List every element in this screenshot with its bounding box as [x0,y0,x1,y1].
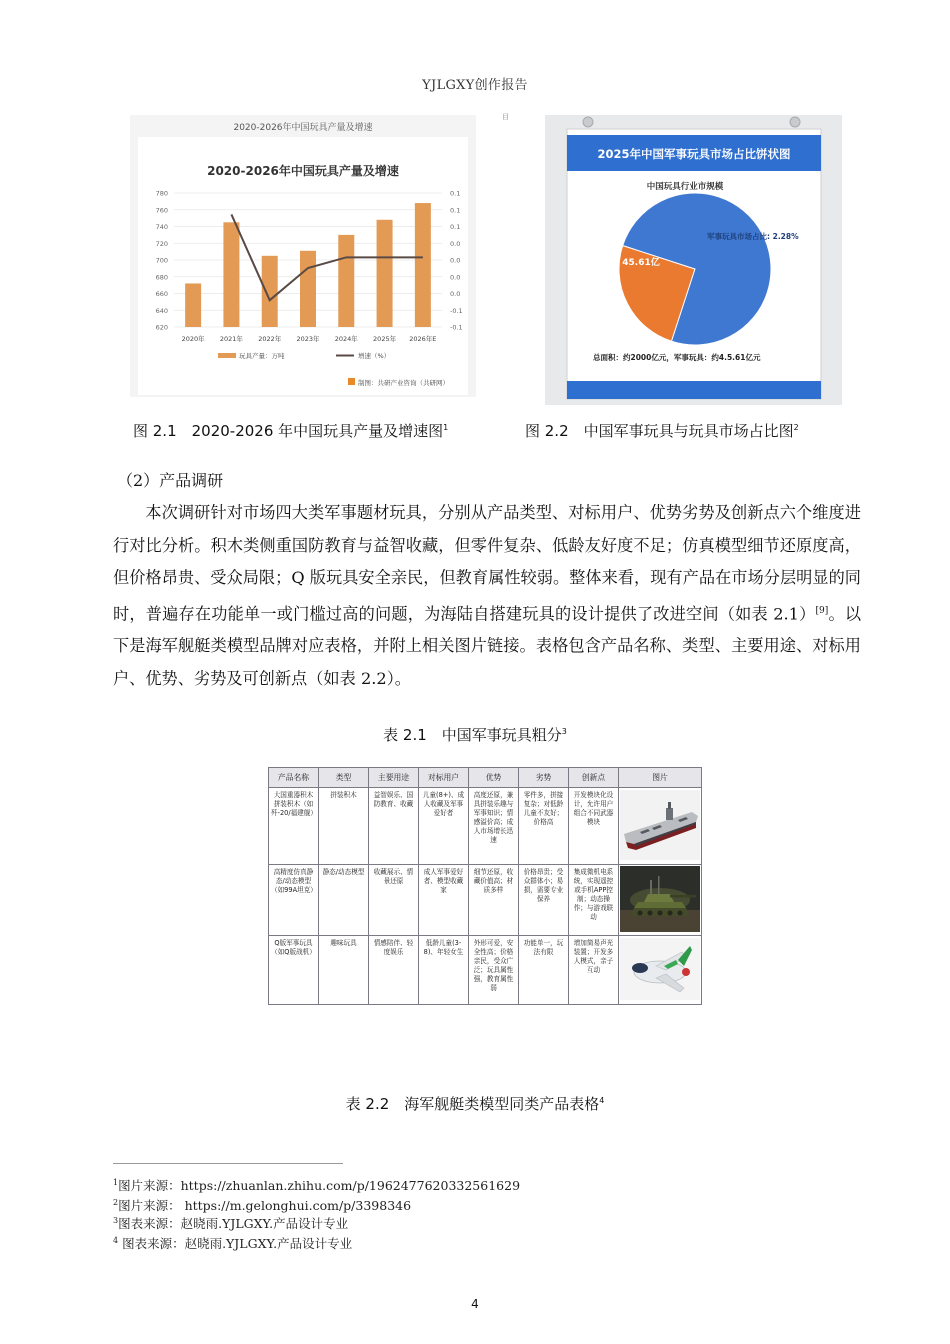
table-header-cell: 劣势 [519,768,569,788]
table-header-cell: 创新点 [569,768,619,788]
y-tick-label: 640 [155,306,168,315]
chart-title: 2020-2026年中国玩具产量及增速 [207,164,399,178]
table-row [269,936,702,1005]
table-cell: 益智娱乐、国防教育、收藏 [369,788,419,865]
pin-icon [790,117,800,127]
bar [415,203,431,327]
y-tick-label: 680 [155,273,168,282]
bar [223,222,239,327]
x-tick-label: 2020年 [181,335,205,343]
figure-market-pie [545,115,842,405]
table-cell: 拼装积木 [319,788,369,865]
y-tick-label: 700 [155,256,168,265]
table-header-cell: 产品名称 [269,768,319,788]
bar [300,251,316,327]
table-row [269,865,702,936]
pie-subtitle: 中国玩具行业市规模 [646,182,724,192]
table-cell: 收藏展示、情景还原 [369,865,419,936]
x-tick-label: 2025年 [373,335,397,343]
y2-tick-label: 0.0 [450,273,461,282]
y-tick-label: 620 [155,323,168,332]
y2-tick-label: 0.0 [450,290,461,298]
q-jet-image [619,936,702,1005]
table-cell: 细节还原，收藏价值高；材质多样 [469,865,519,936]
table-cell: 开发模块化设计，允许用户组合不同武器模块 [569,788,619,865]
source-note: 制图：共研产业咨询（共研网） [358,379,449,387]
figure-production-chart [130,115,476,397]
chart-top-title: 2020-2026年中国玩具产量及增速 [233,123,373,133]
table-header-cell: 类型 [319,768,369,788]
y-tick-label: 760 [155,206,168,215]
table-caption-2-2: 表 2.2 海军舰艇类模型同类产品表格$^4$ [345,1095,605,1113]
table-cell: 情感陪伴、轻度娱乐 [369,936,419,1005]
pie-annotation: 军事玩具市场占比: 2.28% [707,232,799,241]
section-heading: （2）产品调研 [117,471,224,490]
body-paragraph: 本次调研针对市场四大类军事题材玩具，分别从产品类型、对标用户、优势劣势及创新点六个维度进行对比分析。积木类侧重国防教育与益智收藏，但零件复杂、低龄友好度不足；仿真模型细节还原度高，但价格昂贵、受众局限；Q 版玩具安全亲民，但教育属性较弱。整体来看，现有产品在市场分层明显的同时，普遍存在功能单一或门槛过高的问题，为海陆自搭建玩具的设计提供了改进空间（如表 2.1）[9]。以下是海军舰艇类模型品牌对应表格，并附上相关图片链接。表格包含产品名称、类型、主要用途、对标用户、优势、劣势及可创新点（如表 2.2）。 [113,503,862,688]
x-tick-label: 2021年 [219,335,243,343]
table-header-cell: 主要用途 [369,768,419,788]
figure-caption-2-1: 图 2.1 2020-2026 年中国玩具产量及增速图$^1$ [133,422,449,440]
table-cell: 低龄儿童(3-8)、年轻女生 [419,936,469,1005]
x-tick-label: 2022年 [258,335,282,343]
table-row [269,788,702,865]
table-cell: 儿童(8+)、成人收藏及军事爱好者 [419,788,469,865]
footnote-divider [113,1163,343,1164]
table-cell: 高度还原，兼具拼装乐趣与军事知识；情感溢价高；成人市场增长迅速 [469,788,519,865]
table-cell: 高精度仿真静态/动态模型（如99A坦克） [269,865,319,936]
bar [338,235,354,327]
production-growth-chart [130,115,476,397]
footnote: $^3$图表来源：赵晓雨.YJLGXY.产品设计专业 [113,1215,349,1231]
bar [262,256,278,327]
pie-footer: 总面积：约2000亿元，军事玩具：约4.5.61亿元 [593,353,761,362]
source-logo-icon [348,378,355,385]
pie-title: 2025年中国军事玩具市场占比饼状图 [597,147,791,161]
table-cell: Q版军事玩具（如Q版战机） [269,936,319,1005]
aircraft-carrier-image [619,788,702,865]
x-tick-label: 2026年E [409,335,437,343]
page-number: 4 [471,1297,479,1311]
table-header-cell: 图片 [619,768,702,788]
y-tick-label: 720 [155,239,168,248]
slice-label: 45.61亿 [622,258,660,268]
y-tick-label: 740 [155,223,168,231]
legend-swatch-bar [218,353,236,358]
table-cell: 集成微机电系统，实现遥控或手机APP控制；动态操作；与游戏联动 [569,865,619,936]
y2-tick-label: 0.0 [450,239,461,248]
military-toy-table [268,767,701,1009]
y2-tick-label: -0.1 [450,323,463,332]
y2-tick-label: 0.1 [450,223,461,231]
legend-label: 增速（%） [358,352,391,360]
y-tick-label: 660 [155,290,168,298]
footnote: $^1$图片来源：https://zhuanlan.zhihu.com/p/1962477620332561629 [113,1177,521,1193]
x-tick-label: 2023年 [296,335,320,343]
table-header-cell: 优势 [469,768,519,788]
table-cell: 外形可爱，安全性高；价格亲民，受众广泛；玩具属性强，教育属性弱 [469,936,519,1005]
table-cell: 静态/动态模型 [319,865,369,936]
figure-caption-2-2: 图 2.2 中国军事玩具与玩具市场占比图$^2$ [525,422,799,440]
y2-tick-label: 0.1 [450,206,461,215]
table-cell: 大国重器积木拼装积木（如歼-20/福建舰） [269,788,319,865]
footnote: $^4$ 图表来源：赵晓雨.YJLGXY.产品设计专业 [113,1235,353,1251]
y2-tick-label: 0.0 [450,256,461,265]
bar [185,283,201,327]
x-tick-label: 2024年 [334,335,358,343]
y2-tick-label: -0.1 [450,306,463,315]
legend-label: 玩具产量：万吨 [239,352,285,360]
table-header-cell: 对标用户 [419,768,469,788]
table-cell: 价格昂贵；受众群体小；易损，需要专业保养 [519,865,569,936]
footnote: $^2$图片来源： https://m.gelonghui.com/p/3398346 [113,1197,412,1213]
bar [377,220,393,327]
tank-image [619,865,702,936]
table-cell: 功能单一，玩法有限 [519,936,569,1005]
market-share-pie-chart [545,115,842,405]
y-tick-label: 780 [155,189,168,198]
table-cell: 零件多，拼接复杂；对低龄儿童不友好；价格高 [519,788,569,865]
poster-bottom-band [567,381,821,399]
pin-icon [583,117,593,127]
table-cell: 增加简易声光装置；开发多人模式，亲子互动 [569,936,619,1005]
table-caption-2-1: 表 2.1 中国军事玩具粗分$^3$ [383,726,567,744]
image-mark: 目 [502,113,509,121]
y2-tick-label: 0.1 [450,189,461,198]
citation-ref[interactable]: [9] [815,605,829,616]
table-cell: 成人军事爱好者、模型收藏家 [419,865,469,936]
table-cell: 趣味玩具 [319,936,369,1005]
table-header-row [269,768,702,788]
page-header: YJLGXY创作报告 [422,78,528,93]
